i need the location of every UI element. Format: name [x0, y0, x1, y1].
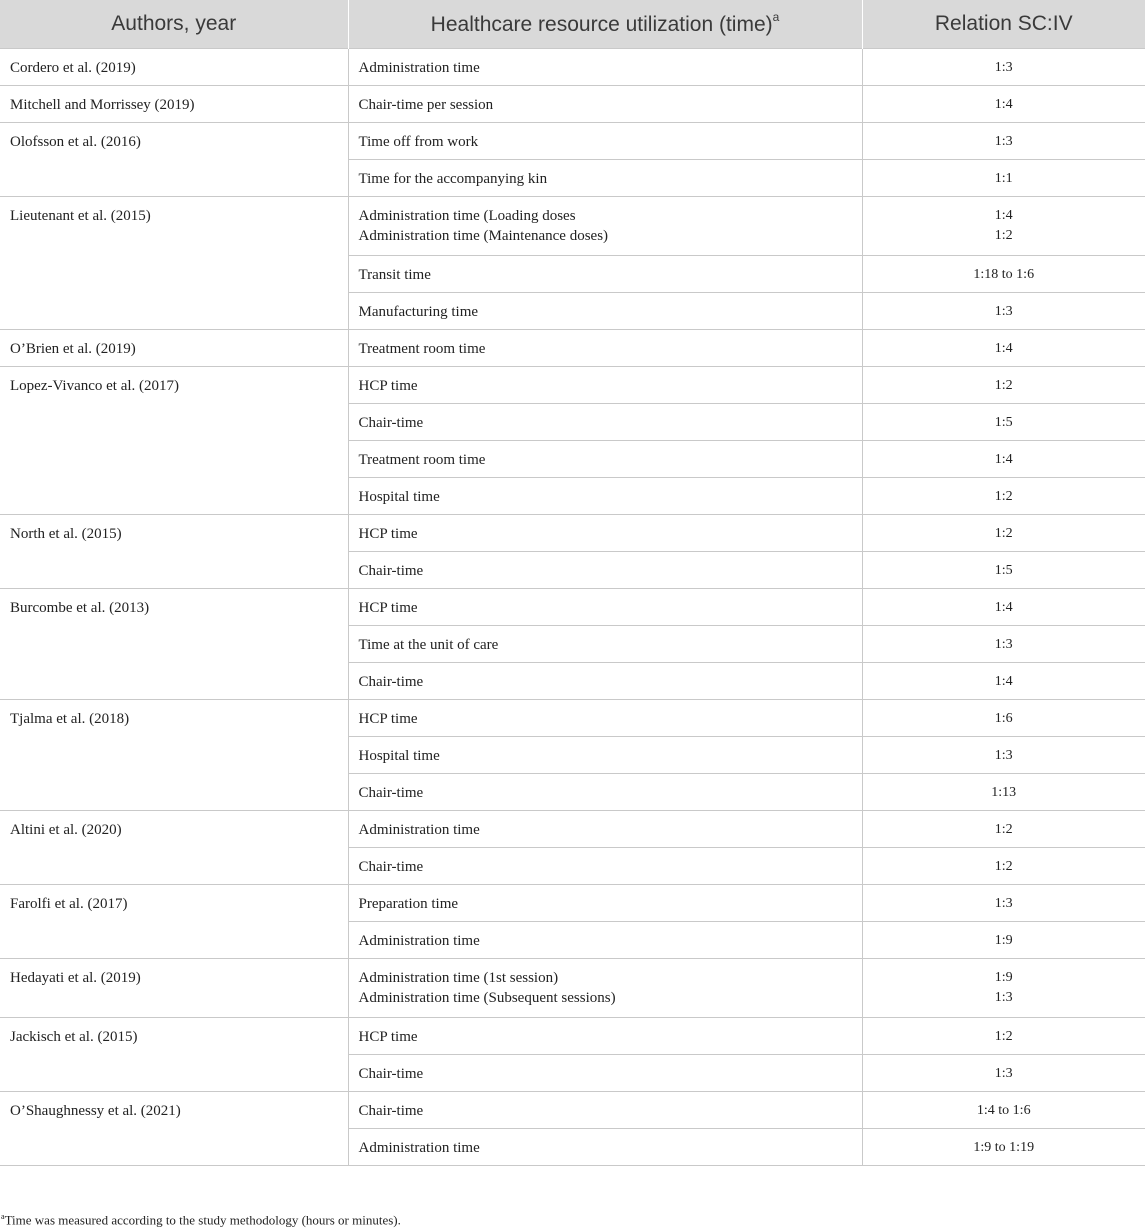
cell-relation	[862, 256, 1145, 293]
cell-relation	[862, 478, 1145, 515]
resource-line: Chair-time	[358, 674, 424, 690]
cell-author: O’Brien et al. (2019)	[0, 330, 348, 367]
cell-relation	[862, 1055, 1145, 1092]
cell-resource	[348, 737, 862, 774]
cell-relation	[862, 959, 1145, 1018]
resource-line: Hospital time	[358, 489, 440, 505]
resource-line: Chair-time	[358, 1066, 424, 1082]
cell-resource	[348, 123, 862, 160]
cell-author	[0, 663, 348, 700]
resource-line: Treatment room time	[358, 341, 486, 357]
cell-author: Jackisch et al. (2015)	[0, 1018, 348, 1055]
cell-author: Mitchell and Morrissey (2019)	[0, 86, 348, 123]
cell-author	[0, 626, 348, 663]
cell-relation	[862, 663, 1145, 700]
relation-line: 1:4	[994, 452, 1013, 467]
footnote-marker: a	[1, 1212, 5, 1221]
resource-line: Administration time	[358, 822, 480, 838]
table-row	[0, 1055, 1145, 1092]
resource-line: HCP time	[358, 378, 418, 394]
cell-author: Altini et al. (2020)	[0, 811, 348, 848]
cell-author	[0, 478, 348, 515]
relation-line: 1:1	[994, 171, 1013, 186]
relation-line: 1:2	[994, 822, 1013, 837]
table-row	[0, 197, 1145, 256]
cell-resource	[348, 330, 862, 367]
cell-resource	[348, 589, 862, 626]
relation-line: 1:4 to 1:6	[976, 1103, 1031, 1118]
table-row	[0, 663, 1145, 700]
table-row	[0, 774, 1145, 811]
table-row	[0, 626, 1145, 663]
table-row	[0, 1092, 1145, 1129]
cell-resource	[348, 256, 862, 293]
cell-resource	[348, 1129, 862, 1166]
relation-line: 1:2	[994, 859, 1013, 874]
table-body	[0, 49, 1145, 1166]
cell-relation	[862, 1092, 1145, 1129]
table-row	[0, 441, 1145, 478]
header-resource-footnote-marker: a	[772, 9, 780, 24]
footnote	[1, 1212, 401, 1228]
cell-resource	[348, 700, 862, 737]
resource-line: Chair-time	[358, 785, 424, 801]
resource-line: Administration time (Subsequent sessions)	[358, 990, 616, 1006]
table-row	[0, 885, 1145, 922]
relation-line: 1:3	[994, 304, 1013, 319]
cell-resource	[348, 1092, 862, 1129]
cell-author: North et al. (2015)	[0, 515, 348, 552]
cell-relation	[862, 293, 1145, 330]
cell-resource	[348, 1055, 862, 1092]
cell-relation	[862, 404, 1145, 441]
relation-line: 1:2	[994, 526, 1013, 541]
cell-relation	[862, 515, 1145, 552]
relation-line: 1:3	[994, 637, 1013, 652]
cell-author: Lopez-Vivanco et al. (2017)	[0, 367, 348, 404]
cell-resource	[348, 885, 862, 922]
table-row	[0, 848, 1145, 885]
table-row	[0, 330, 1145, 367]
table-row	[0, 552, 1145, 589]
cell-resource	[348, 922, 862, 959]
table-row	[0, 1018, 1145, 1055]
cell-relation	[862, 86, 1145, 123]
cell-author	[0, 552, 348, 589]
resource-line: HCP time	[358, 1029, 418, 1045]
table-row	[0, 737, 1145, 774]
resource-line: Administration time	[358, 1140, 480, 1156]
cell-resource	[348, 811, 862, 848]
table-row	[0, 160, 1145, 197]
header-resource-label: Healthcare resource utilization (time)	[430, 12, 773, 36]
cell-author: Lieutenant et al. (2015)	[0, 197, 348, 256]
resource-line: Chair-time per session	[358, 97, 494, 113]
cell-resource	[348, 552, 862, 589]
relation-line: 1:4	[994, 208, 1013, 223]
cell-author	[0, 293, 348, 330]
cell-resource	[348, 959, 862, 1018]
cell-author: Olofsson et al. (2016)	[0, 123, 348, 160]
cell-relation	[862, 774, 1145, 811]
cell-relation	[862, 848, 1145, 885]
relation-line: 1:9 to 1:19	[973, 1140, 1035, 1155]
relation-line: 1:13	[991, 785, 1017, 800]
cell-relation	[862, 1129, 1145, 1166]
cell-relation	[862, 589, 1145, 626]
relation-line: 1:9	[994, 933, 1013, 948]
cell-author	[0, 1055, 348, 1092]
cell-resource	[348, 441, 862, 478]
table-row	[0, 123, 1145, 160]
header-relation: Relation SC:IV	[862, 0, 1145, 49]
resource-line: Chair-time	[358, 1103, 424, 1119]
cell-relation	[862, 160, 1145, 197]
relation-line: 1:4	[994, 97, 1013, 112]
relation-line: 1:3	[994, 60, 1013, 75]
relation-line: 1:4	[994, 674, 1013, 689]
resource-line: Administration time (Loading doses	[358, 208, 576, 224]
cell-relation	[862, 441, 1145, 478]
resource-line: Treatment room time	[358, 452, 486, 468]
table-row	[0, 959, 1145, 1018]
cell-author	[0, 160, 348, 197]
cell-relation	[862, 367, 1145, 404]
cell-resource	[348, 663, 862, 700]
relation-line: 1:18 to 1:6	[973, 267, 1035, 282]
header-resource	[348, 0, 862, 49]
resource-line: Chair-time	[358, 563, 424, 579]
resource-line: Time for the accompanying kin	[358, 171, 548, 187]
resource-line: Administration time (Maintenance doses)	[358, 228, 609, 244]
cell-resource	[348, 86, 862, 123]
cell-author	[0, 256, 348, 293]
cell-resource	[348, 160, 862, 197]
cell-resource	[348, 515, 862, 552]
header-authors: Authors, year	[0, 0, 348, 49]
resource-line: Administration time	[358, 60, 480, 76]
table-row	[0, 700, 1145, 737]
cell-author	[0, 441, 348, 478]
resource-line: Time off from work	[358, 134, 479, 150]
resource-line: Chair-time	[358, 415, 424, 431]
cell-resource	[348, 404, 862, 441]
resource-line: Time at the unit of care	[358, 637, 499, 653]
relation-line: 1:2	[994, 489, 1013, 504]
cell-resource	[348, 626, 862, 663]
cell-author: Tjalma et al. (2018)	[0, 700, 348, 737]
cell-resource	[348, 293, 862, 330]
relation-line: 1:4	[994, 341, 1013, 356]
cell-resource	[348, 197, 862, 256]
resource-line: Transit time	[358, 267, 431, 283]
resource-line: HCP time	[358, 711, 418, 727]
table-row	[0, 515, 1145, 552]
cell-author: Burcombe et al. (2013)	[0, 589, 348, 626]
relation-line: 1:2	[994, 1029, 1013, 1044]
table-row	[0, 811, 1145, 848]
cell-author	[0, 848, 348, 885]
relation-line: 1:3	[994, 896, 1013, 911]
cell-resource	[348, 49, 862, 86]
cell-relation	[862, 552, 1145, 589]
cell-resource	[348, 478, 862, 515]
cell-resource	[348, 848, 862, 885]
cell-author: O’Shaughnessy et al. (2021)	[0, 1092, 348, 1129]
relation-line: 1:5	[994, 563, 1013, 578]
cell-resource	[348, 774, 862, 811]
cell-author	[0, 922, 348, 959]
resource-line: Hospital time	[358, 748, 440, 764]
cell-relation	[862, 811, 1145, 848]
cell-author	[0, 404, 348, 441]
cell-relation	[862, 330, 1145, 367]
cell-resource	[348, 367, 862, 404]
resource-line: Preparation time	[358, 896, 459, 912]
cell-relation	[862, 737, 1145, 774]
cell-author	[0, 774, 348, 811]
cell-relation	[862, 626, 1145, 663]
cell-author: Cordero et al. (2019)	[0, 49, 348, 86]
cell-relation	[862, 123, 1145, 160]
table-row	[0, 404, 1145, 441]
footnote-text: Time was measured according to the study methodology (hours or minutes).	[4, 1212, 401, 1228]
cell-author: Hedayati et al. (2019)	[0, 959, 348, 1018]
table-header	[0, 0, 1145, 49]
cell-author	[0, 1129, 348, 1166]
resource-line: Administration time (1st session)	[358, 970, 559, 986]
table-row	[0, 293, 1145, 330]
cell-author	[0, 737, 348, 774]
relation-line: 1:2	[994, 378, 1013, 393]
table-row	[0, 922, 1145, 959]
cell-relation	[862, 700, 1145, 737]
cell-relation	[862, 197, 1145, 256]
relation-line: 1:6	[994, 711, 1013, 726]
cell-relation	[862, 1018, 1145, 1055]
table-row	[0, 478, 1145, 515]
cell-relation	[862, 49, 1145, 86]
resource-line: Administration time	[358, 933, 480, 949]
table-row	[0, 256, 1145, 293]
relation-line: 1:2	[994, 228, 1013, 243]
relation-line: 1:5	[994, 415, 1013, 430]
relation-line: 1:3	[994, 990, 1013, 1005]
table-row	[0, 1129, 1145, 1166]
table-row	[0, 86, 1145, 123]
cell-author: Farolfi et al. (2017)	[0, 885, 348, 922]
relation-line: 1:3	[994, 748, 1013, 763]
cell-resource	[348, 1018, 862, 1055]
table-row	[0, 49, 1145, 86]
resource-line: Manufacturing time	[358, 304, 479, 320]
resource-line: Chair-time	[358, 859, 424, 875]
relation-line: 1:4	[994, 600, 1013, 615]
table-row	[0, 367, 1145, 404]
resource-line: HCP time	[358, 600, 418, 616]
relation-line: 1:3	[994, 134, 1013, 149]
table-row	[0, 589, 1145, 626]
resource-line: HCP time	[358, 526, 418, 542]
relation-line: 1:9	[994, 970, 1013, 985]
relation-line: 1:3	[994, 1066, 1013, 1081]
cell-relation	[862, 922, 1145, 959]
cell-relation	[862, 885, 1145, 922]
